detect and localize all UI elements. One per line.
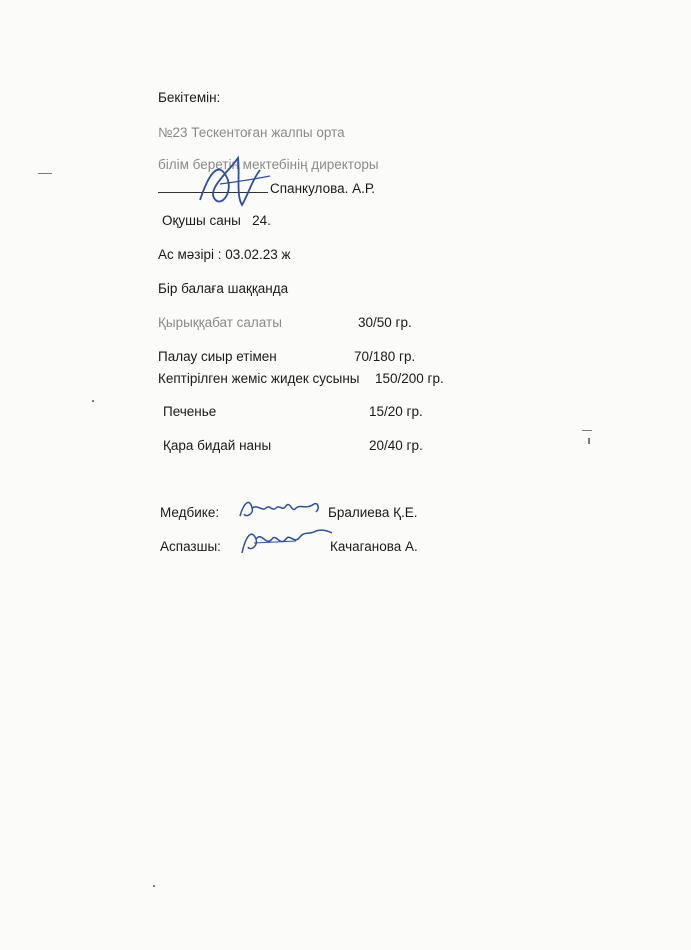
students-count — [162, 213, 271, 229]
nurse-name: Бралиева Қ.Е. — [328, 505, 418, 520]
menu-item-qty: 150/200 гр. — [375, 371, 444, 386]
menu-item-qty: 70/180 гр. — [354, 349, 416, 364]
menu-item — [158, 371, 360, 387]
scan-mark — [582, 430, 592, 431]
per-child-heading: Бір балаға шаққанда — [158, 281, 289, 296]
cook-signature-icon — [236, 525, 336, 560]
menu-item-name: Қара бидай наны — [163, 438, 272, 453]
director-line — [158, 180, 375, 197]
menu-item-qty: 30/50 гр. — [358, 315, 412, 330]
menu-item-qty: 15/20 гр. — [369, 404, 423, 419]
school-name-line2: білім беретін мектебінің директоры — [158, 157, 379, 172]
students-label: Оқушы саны — [162, 213, 241, 228]
approval-heading: Бекітемін: — [158, 90, 221, 105]
cook-label: Аспазшы: — [160, 539, 221, 554]
menu-item-name: Палау сиыр етімен — [158, 349, 277, 364]
menu-item — [163, 438, 271, 454]
menu-item-qty: 20/40 гр. — [369, 438, 423, 453]
scan-mark — [38, 173, 52, 174]
students-value: 24. — [252, 213, 271, 228]
scan-mark — [588, 438, 590, 444]
nurse-label: Медбике: — [160, 505, 220, 520]
menu-item-name: Печенье — [163, 404, 217, 419]
menu-date: Ас мәзірі : 03.02.23 ж — [158, 247, 291, 262]
scan-mark — [153, 885, 155, 887]
school-name-line1: №23 Тескентоған жалпы орта — [158, 125, 345, 140]
menu-item-name: Қырыққабат салаты — [158, 315, 282, 330]
signature-underline — [158, 180, 268, 193]
director-name: Спанкулова. А.Р. — [270, 181, 376, 196]
scan-mark — [92, 400, 94, 402]
menu-item-name: Кептірілген жеміс жидек сусыны — [158, 371, 360, 386]
menu-item — [163, 404, 216, 420]
menu-item — [158, 315, 282, 331]
nurse-signature-icon — [236, 494, 326, 524]
menu-item — [158, 349, 277, 365]
cook-name: Качаганова А. — [330, 539, 418, 554]
